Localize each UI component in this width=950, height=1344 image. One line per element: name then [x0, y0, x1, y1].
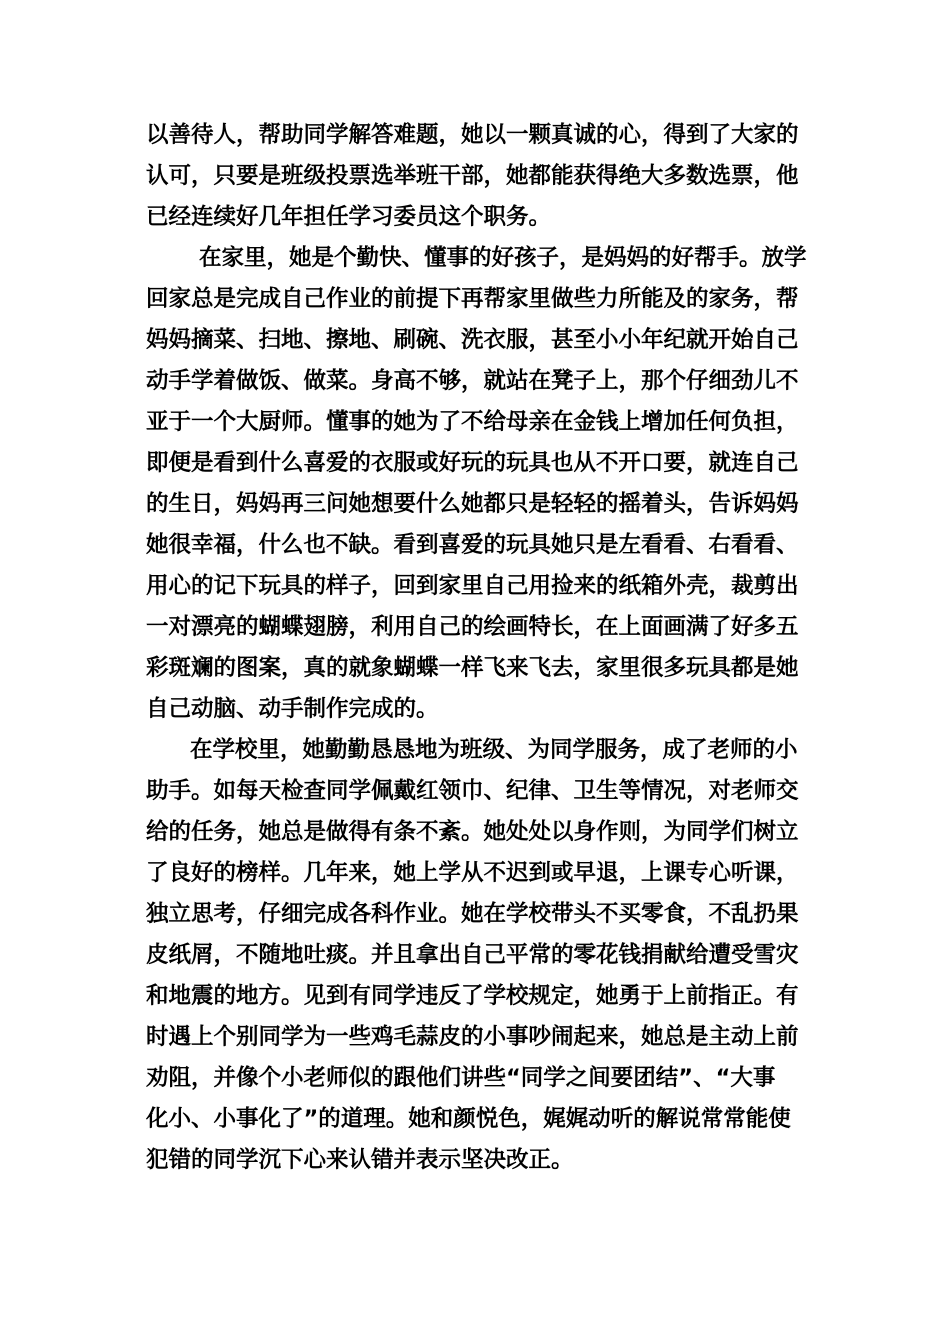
text-line: 犯错的同学沉下心来认错并表示坚决改正。 [146, 1147, 574, 1173]
paragraph-start-line: 在学校里，她勤勤恳恳地为班级、为同学服务，成了老师的小 [190, 737, 798, 763]
text-line: 的生日，妈妈再三问她想要什么她都只是轻轻的摇着头，告诉妈妈 [146, 491, 799, 517]
text-line: 时遇上个别同学为一些鸡毛蒜皮的小事吵闹起来，她总是主动上前 [146, 1024, 799, 1050]
text-line: 认可，只要是班级投票选举班干部，她都能获得绝大多数选票，他 [146, 163, 799, 189]
text-line: 即便是看到什么喜爱的衣服或好玩的玩具也从不开口要，就连自己 [146, 450, 799, 476]
text-line: 她很幸福，什么也不缺。看到喜爱的玩具她只是左看看、右看看、 [146, 532, 799, 558]
text-line: 妈妈摘菜、扫地、擦地、刷碗、洗衣服，甚至小小年纪就开始自己 [146, 327, 799, 353]
text-line: 自己动脑、动手制作完成的。 [146, 696, 439, 722]
text-line: 化小、小事化了”的道理。她和颜悦色，娓娓动听的解说常常能使 [146, 1106, 791, 1132]
text-line: 亚于一个大厨师。懂事的她为了不给母亲在金钱上增加任何负担， [146, 409, 799, 435]
text-line: 彩斑斓的图案，真的就象蝴蝶一样飞来飞去，家里很多玩具都是她 [146, 655, 799, 681]
text-line: 给的任务，她总是做得有条不紊。她处处以身作则，为同学们树立 [146, 819, 799, 845]
text-line: 以善待人，帮助同学解答难题，她以一颗真诚的心，得到了大家的 [146, 122, 799, 148]
text-line: 一对漂亮的蝴蝶翅膀，利用自己的绘画特长，在上面画满了好多五 [146, 614, 799, 640]
text-line: 动手学着做饭、做菜。身高不够，就站在凳子上，那个仔细劲儿不 [146, 368, 799, 394]
text-line: 助手。如每天检查同学佩戴红领巾、纪律、卫生等情况，对老师交 [146, 778, 799, 804]
text-line: 皮纸屑，不随地吐痰。并且拿出自己平常的零花钱捐献给遭受雪灾 [146, 942, 799, 968]
text-line: 用心的记下玩具的样子，回到家里自己用捡来的纸箱外壳，裁剪出 [146, 573, 799, 599]
text-line: 和地震的地方。见到有同学违反了学校规定，她勇于上前指正。有 [146, 983, 799, 1009]
text-line: 回家总是完成自己作业的前提下再帮家里做些力所能及的家务，帮 [146, 286, 799, 312]
text-line: 独立思考，仔细完成各科作业。她在学校带头不买零食，不乱扔果 [146, 901, 799, 927]
text-line: 了良好的榜样。几年来，她上学从不迟到或早退，上课专心听课， [146, 860, 799, 886]
paragraph-start-line: 在家里，她是个勤快、懂事的好孩子，是妈妈的好帮手。放学 [199, 245, 807, 271]
text-line: 已经连续好几年担任学习委员这个职务。 [146, 204, 552, 230]
text-line: 劝阻，并像个小老师似的跟他们讲些“同学之间要团结”、“大事 [146, 1065, 776, 1091]
